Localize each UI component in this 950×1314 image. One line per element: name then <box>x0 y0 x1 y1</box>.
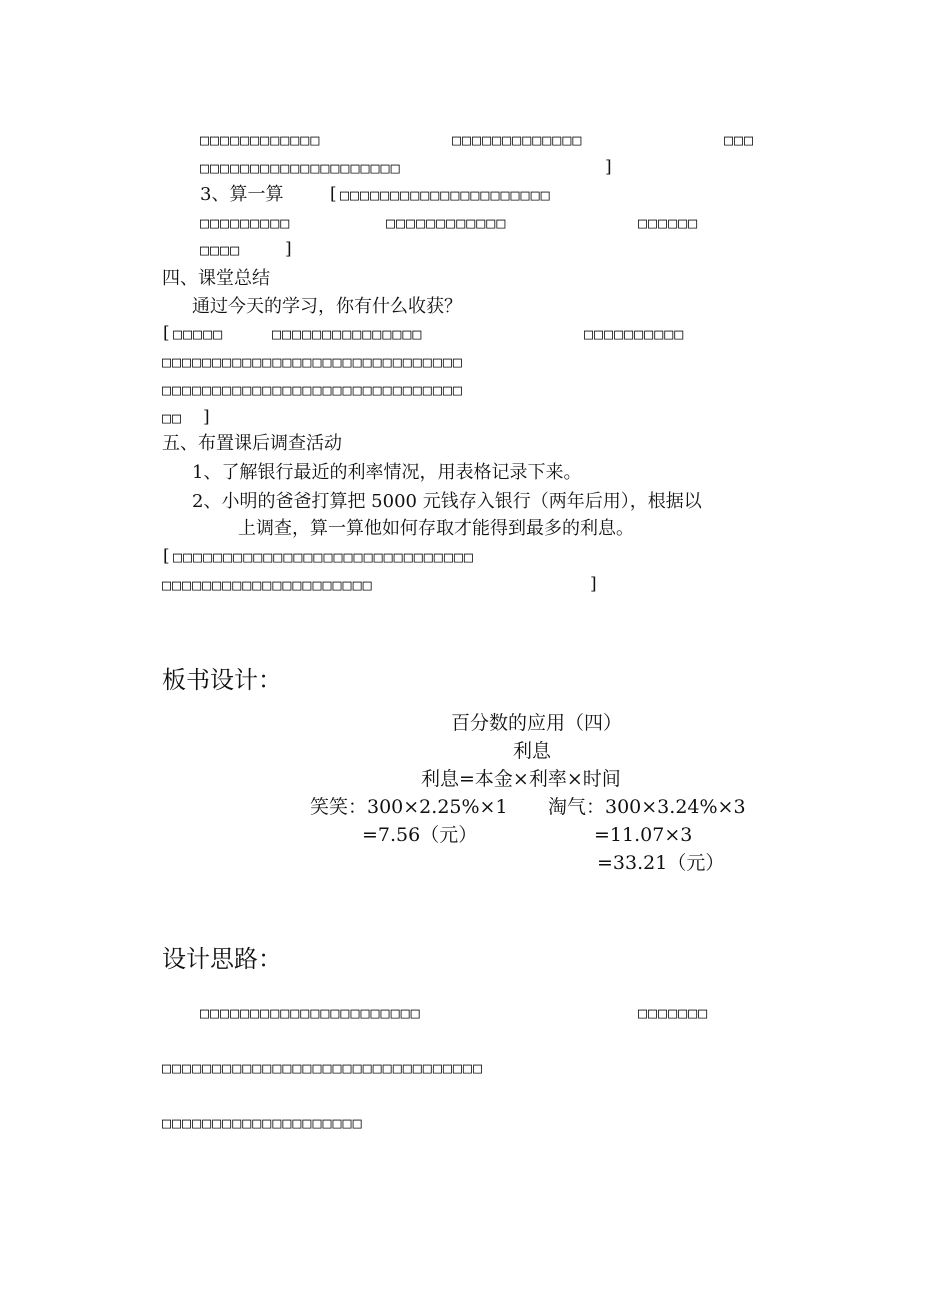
board-result-xiaoxiao: =7.56（元） <box>362 824 478 846</box>
placeholder-text: □□□□□□□□□□□□ <box>386 214 507 232</box>
placeholder-text: □□□□ <box>200 241 241 259</box>
placeholder-text: □□□□□□□□□□□□□□□□□□□□□ <box>162 576 373 594</box>
placeholder-text: □□□□□□□□□□□□□□□□□□□□□□□□□□□□□□ <box>173 548 474 566</box>
board-calc-taoqi: 淘气：300×3.24%×3 <box>548 796 746 818</box>
placeholder-text: □□□□□□□□□□□□□□□□□□□□ <box>200 159 401 177</box>
board-subtitle: 利息 <box>513 740 552 762</box>
bracket-close: ] <box>285 239 292 259</box>
bracket-close: ] <box>203 407 210 427</box>
placeholder-text: □□□□□□□□□□□□□□□□□□□□ <box>162 1114 363 1132</box>
placeholder-text: □□ <box>162 409 183 427</box>
bracket-close: ] <box>590 574 597 594</box>
placeholder-text: □□□□□□□□□□□□□□□□□□□□□ <box>340 186 551 204</box>
design-heading: 设计思路： <box>162 945 282 973</box>
homework-item-continuation: 上调查，算一算他如何存取才能得到最多的利息。 <box>238 518 634 539</box>
board-step-taoqi: =11.07×3 <box>594 824 693 846</box>
placeholder-text: □□□ <box>724 131 755 149</box>
board-title: 百分数的应用（四） <box>451 712 623 734</box>
placeholder-text: □□□□□□□□□□ <box>584 325 685 343</box>
board-result-taoqi: =33.21（元） <box>597 852 725 874</box>
section-heading: 四、课堂总结 <box>162 268 270 289</box>
placeholder-text: □□□□□□□□□□□□□□□□□□□□□□ <box>200 1004 421 1022</box>
bracket-open: [ <box>163 546 170 566</box>
bracket-open: [ <box>163 323 170 343</box>
summary-question: 通过今天的学习，你有什么收获？ <box>192 296 462 317</box>
board-formula: 利息=本金×利率×时间 <box>421 768 621 790</box>
placeholder-text: □□□□□□□ <box>638 1004 709 1022</box>
placeholder-text: □□□□□□ <box>638 214 699 232</box>
calc-label: 3、算一算 <box>200 184 284 205</box>
placeholder-text: □□□□□□□□□□□□□□□□□□□□□□□□□□□□□□ <box>162 353 463 371</box>
placeholder-text: □□□□□□□□□□□□ <box>200 131 321 149</box>
section-heading: 五、布置课后调查活动 <box>162 433 342 454</box>
placeholder-text: □□□□□□□□□□□□□ <box>452 131 583 149</box>
board-calc-xiaoxiao: 笑笑：300×2.25%×1 <box>310 796 508 818</box>
placeholder-text: □□□□□ <box>173 325 224 343</box>
placeholder-text: □□□□□□□□□□□□□□□□□□□□□□□□□□□□□□□□ <box>162 1059 483 1077</box>
placeholder-text: □□□□□□□□□□□□□□□□□□□□□□□□□□□□□□ <box>162 381 463 399</box>
placeholder-text: □□□□□□□□□□□□□□□ <box>272 325 423 343</box>
homework-item: 1、了解银行最近的利率情况，用表格记录下来。 <box>192 462 582 483</box>
homework-item: 2、小明的爸爸打算把 5000 元钱存入银行（两年后用），根据以 <box>192 491 702 512</box>
placeholder-text: □□□□□□□□□ <box>200 214 291 232</box>
bracket-close: ] <box>605 157 612 177</box>
board-heading: 板书设计： <box>162 666 282 694</box>
bracket-open: [ <box>330 184 337 204</box>
